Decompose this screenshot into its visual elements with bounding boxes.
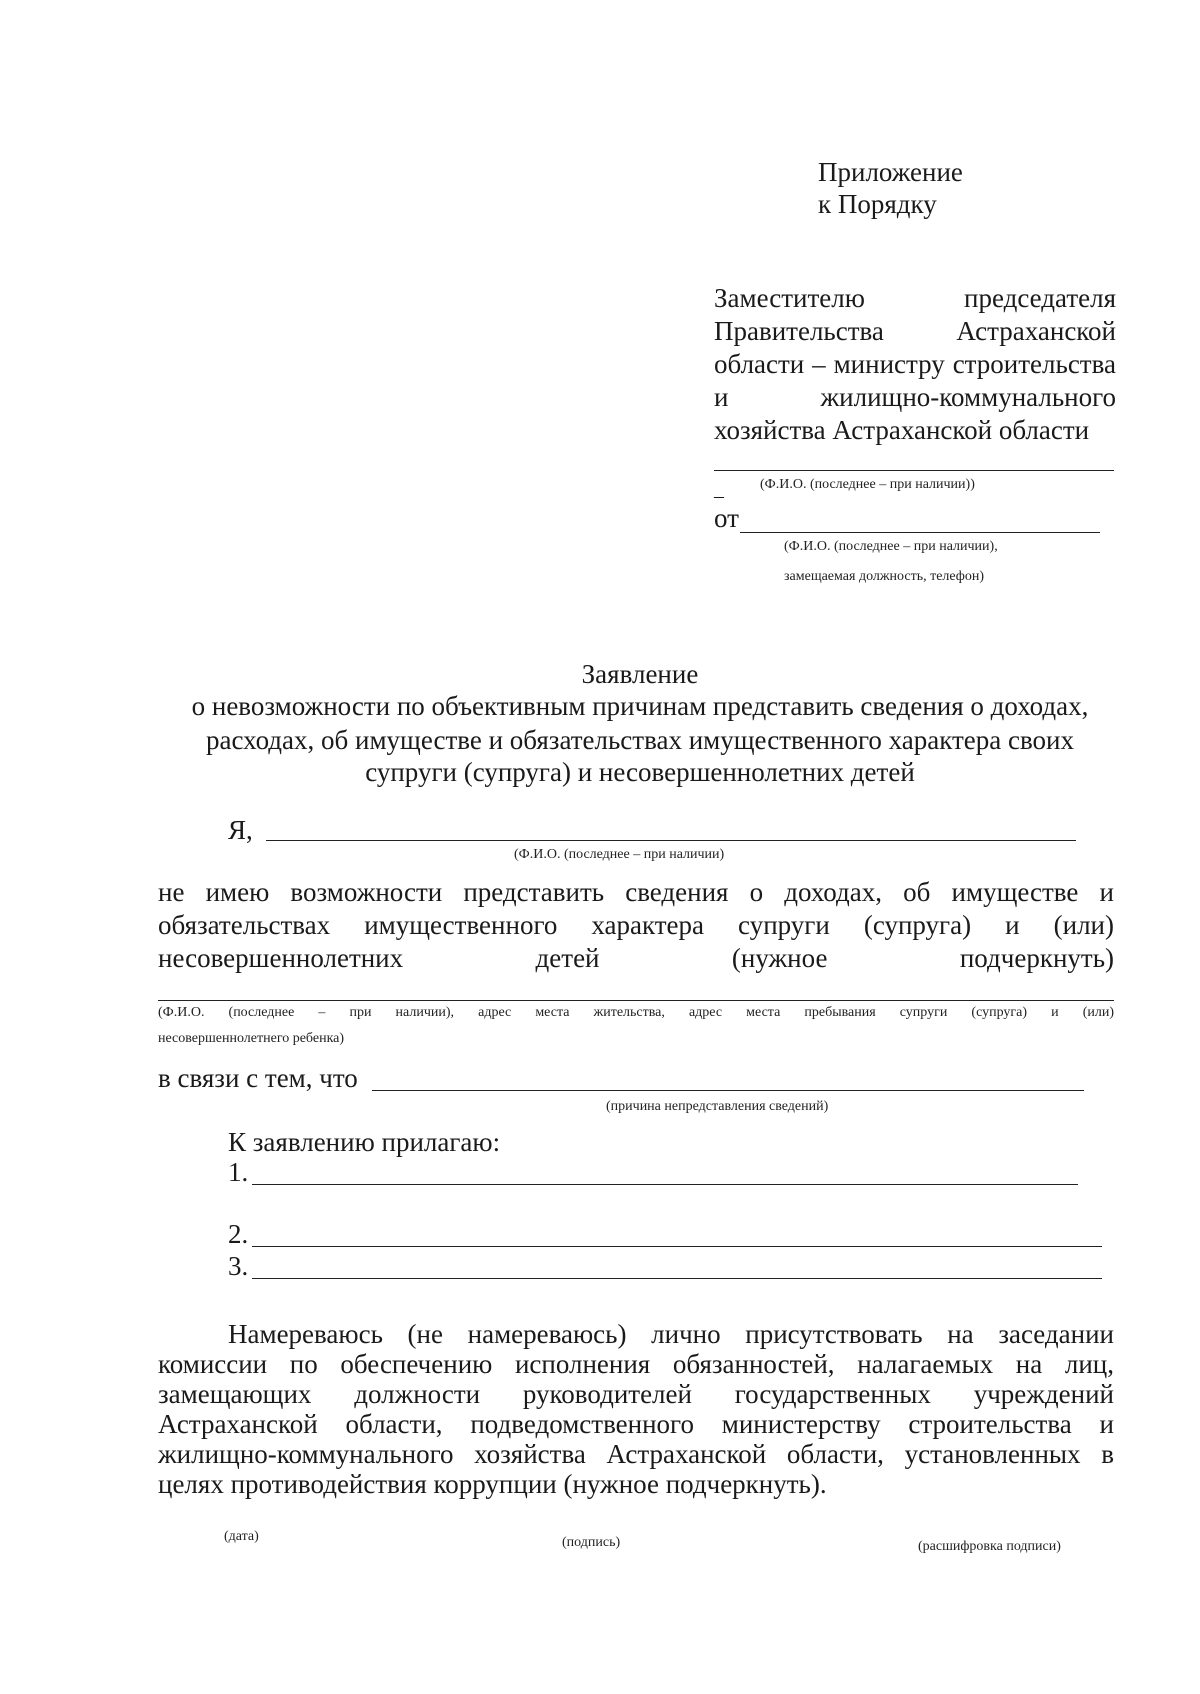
statement-line: обязательствах имущественного характера супруги (супруга) и (или) bbox=[158, 910, 1114, 940]
from-hint-2: замещаемая должность, телефон) bbox=[784, 569, 985, 584]
addressee-line: хозяйства Астраханской области bbox=[714, 415, 1090, 445]
from-line bbox=[740, 532, 1100, 533]
i-fio-hint: (Ф.И.О. (последнее – при наличии) bbox=[514, 847, 725, 862]
attach-item-number: 2. bbox=[228, 1219, 249, 1249]
from-hint-1: (Ф.И.О. (последнее – при наличии), bbox=[784, 539, 998, 554]
addressee-fio-line bbox=[714, 470, 1114, 471]
addressee-block bbox=[714, 282, 1116, 447]
addressee-line: Заместителю председателя bbox=[714, 283, 1116, 313]
addressee-line: и жилищно-коммунального bbox=[714, 382, 1116, 412]
reason-line bbox=[372, 1090, 1084, 1091]
intent-line: Астраханской области, подведомственного министерству строительства и bbox=[158, 1409, 1114, 1439]
person-hint-wrap bbox=[158, 1004, 1114, 1022]
intent-line: замещающих должности руководителей государственных учреждений bbox=[158, 1379, 1114, 1409]
person-hint-1: (Ф.И.О. (последнее – при наличии), адрес места жительства, адрес места пребывания супруги (супруга) и (или) bbox=[158, 1005, 1114, 1020]
person-hint-2: несовершеннолетнего ребенка) bbox=[158, 1031, 345, 1046]
attach-item-number: 3. bbox=[228, 1251, 249, 1281]
statement-line: не имею возможности представить сведения о доходах, об имуществе и bbox=[158, 877, 1114, 907]
signature-date-hint: (дата) bbox=[224, 1529, 259, 1544]
i-label: Я, bbox=[228, 815, 253, 845]
attach-item-line bbox=[252, 1246, 1102, 1247]
signature-sign-hint: (подпись) bbox=[562, 1535, 621, 1550]
signature-decode-hint: (расшифровка подписи) bbox=[918, 1539, 1061, 1554]
title-line-3: супруги (супруга) и несовершеннолетних детей bbox=[365, 757, 915, 787]
from-label: от bbox=[714, 503, 739, 533]
person-line bbox=[158, 1000, 1114, 1001]
reason-label: в связи с тем, что bbox=[158, 1063, 358, 1093]
addressee-line: области – министру строительства bbox=[714, 349, 1116, 379]
i-fio-line bbox=[266, 840, 1076, 841]
statement-line: несовершеннолетних детей (нужное подчеркнуть) bbox=[158, 943, 1114, 973]
attach-item-line bbox=[252, 1184, 1078, 1185]
attach-item-number: 1. bbox=[228, 1157, 249, 1187]
attach-item-line bbox=[252, 1278, 1102, 1279]
intent-line: комиссии по обеспечению исполнения обязанностей, налагаемых на лиц, bbox=[158, 1349, 1114, 1379]
intent-line: целях противодействия коррупции (нужное подчеркнуть). bbox=[158, 1469, 827, 1499]
statement-paragraph bbox=[158, 876, 1114, 975]
attach-label: К заявлению прилагаю: bbox=[228, 1127, 501, 1157]
intent-paragraph bbox=[158, 1318, 1114, 1498]
addressee-fio-hint: (Ф.И.О. (последнее – при наличии)) bbox=[760, 477, 975, 492]
appendix-line-1: Приложение bbox=[818, 157, 963, 187]
dash-mark: – bbox=[714, 485, 724, 507]
title-heading: Заявление bbox=[581, 659, 699, 689]
title-line-1: о невозможности по объективным причинам представить сведения о доходах, bbox=[191, 691, 1089, 721]
intent-line: Намереваюсь (не намереваюсь) лично присутствовать на заседании bbox=[228, 1319, 1114, 1349]
intent-line: жилищно-коммунального хозяйства Астраханской области, установленных в bbox=[158, 1439, 1114, 1469]
reason-hint: (причина непредставления сведений) bbox=[606, 1099, 829, 1114]
appendix-line-2: к Порядку bbox=[818, 189, 937, 219]
title-line-2: расходах, об имуществе и обязательствах имущественного характера своих bbox=[206, 725, 1074, 755]
addressee-line: Правительства Астраханской bbox=[714, 316, 1116, 346]
